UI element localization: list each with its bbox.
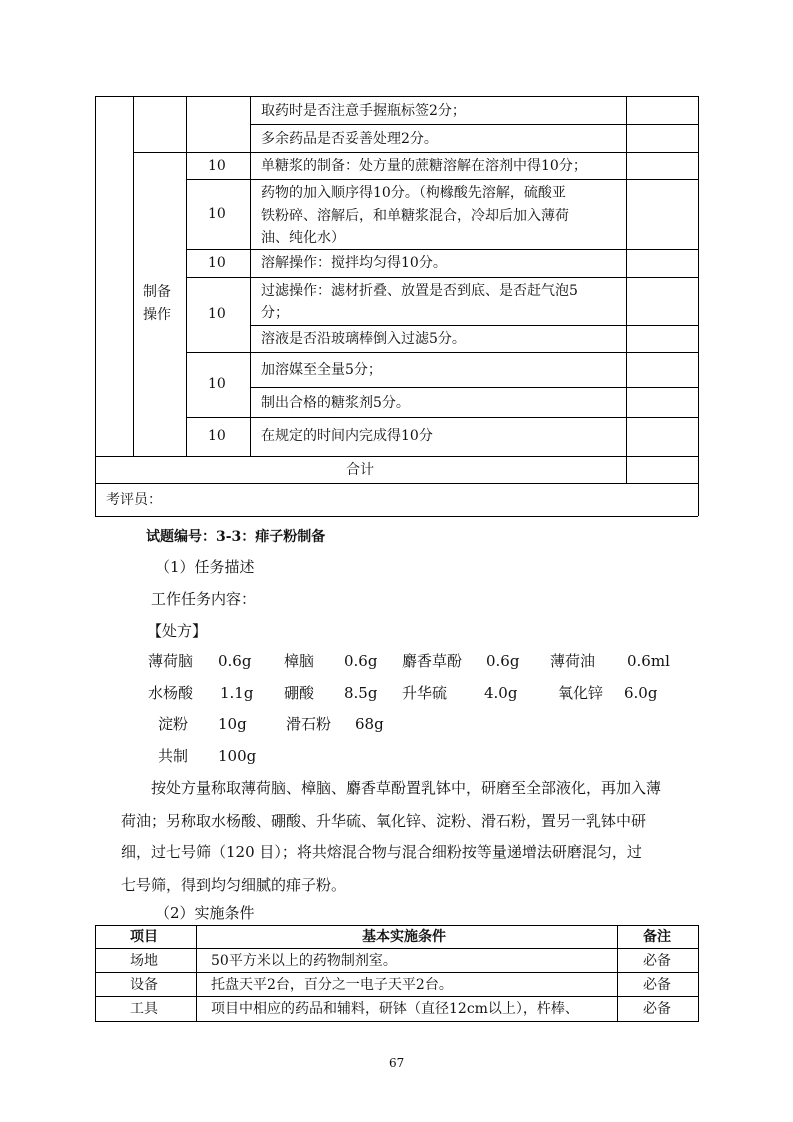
examiner-label: 考评员： <box>106 492 162 508</box>
task-desc-heading: （1）任务描述 <box>155 558 255 576</box>
criterion-text: 分； <box>261 305 289 321</box>
table-cell: 必备 <box>643 1001 671 1017</box>
criterion-text: 在规定的时间内完成得10分 <box>261 428 433 444</box>
criterion-text: 加溶媒至全量5分； <box>261 362 382 378</box>
table-cell: 托盘天平2台，百分之一电子天平2台。 <box>211 977 453 993</box>
ingredient-name: 薄荷油 <box>550 652 596 670</box>
criterion-text: 铁粉碎、溶解后，和单糖浆混合，冷却后加入薄荷 <box>261 208 569 224</box>
table-cell: 50平方米以上的药物制剂室。 <box>211 953 397 969</box>
ingredient-amount: 68g <box>355 715 384 733</box>
table-cell: 工具 <box>130 1001 158 1017</box>
table-cell: 必备 <box>643 953 671 969</box>
score-value: 10 <box>208 206 226 222</box>
criterion-text: 药物的加入顺序得10分。（枸橼酸先溶解，硫酸亚 <box>261 185 566 201</box>
criterion-text: 制出合格的糖浆剂5分。 <box>261 395 410 411</box>
procedure-line: 七号筛，得到均匀细腻的痱子粉。 <box>121 876 347 894</box>
criterion-text: 溶液是否沿玻璃棒倒入过滤5分。 <box>261 331 466 347</box>
criterion-text: 单糖浆的制备：处方量的蔗糖溶解在溶剂中得10分； <box>261 158 587 174</box>
table-cell: 场地 <box>130 953 158 969</box>
score-value: 10 <box>208 158 226 174</box>
score-value: 10 <box>208 428 226 444</box>
section-heading: 试题编号：3-3：痱子粉制备 <box>146 529 326 545</box>
ingredient-amount: 10g <box>218 715 247 733</box>
ingredient-amount: 8.5g <box>344 684 378 702</box>
ingredient-amount: 100g <box>218 747 257 765</box>
total-label: 合计 <box>346 462 374 478</box>
table-cell: 设备 <box>130 977 158 993</box>
ingredient-name: 薄荷脑 <box>148 652 194 670</box>
criterion-text: 取药时是否注意手握瓶标签2分； <box>261 103 466 119</box>
table-header: 备注 <box>643 929 671 945</box>
ingredient-amount: 0.6g <box>486 652 520 670</box>
procedure-line: 荷油；另称取水杨酸、硼酸、升华硫、氧化锌、淀粉、滑石粉，置另一乳钵中研 <box>121 812 647 830</box>
prescription-label: 【处方】 <box>147 622 208 640</box>
ingredient-name: 氧化锌 <box>558 684 604 702</box>
ingredient-amount: 1.1g <box>220 684 254 702</box>
criterion-text: 多余药品是否妥善处理2分。 <box>261 131 438 147</box>
ingredient-name: 淀粉 <box>158 715 189 733</box>
work-content-label: 工作任务内容： <box>151 590 257 608</box>
ingredient-name: 滑石粉 <box>286 715 332 733</box>
table-header: 基本实施条件 <box>362 929 446 945</box>
criterion-text: 油、纯化水） <box>261 230 345 246</box>
ingredient-name: 共制 <box>158 747 189 765</box>
procedure-line: 细，过七号筛（120 目）；将共熔混合物与混合细粉按等量递增法研磨混匀，过 <box>121 843 642 861</box>
ingredient-name: 麝香草酚 <box>402 652 463 670</box>
table-cell: 项目中相应的药品和辅料，研钵（直径12cm以上），杵棒、 <box>211 1001 579 1017</box>
conditions-heading: （2）实施条件 <box>155 904 255 922</box>
ingredient-name: 水杨酸 <box>148 684 194 702</box>
procedure-line: 按处方量称取薄荷脑、樟脑、麝香草酚置乳钵中，研磨至全部液化，再加入薄 <box>151 779 662 797</box>
score-value: 10 <box>208 306 226 322</box>
score-value: 10 <box>208 376 226 392</box>
ingredient-name: 升华硫 <box>402 684 448 702</box>
score-value: 10 <box>208 255 226 271</box>
table-header: 项目 <box>130 929 158 945</box>
ingredient-amount: 6.0g <box>624 684 658 702</box>
criterion-text: 过滤操作：滤材折叠、放置是否到底、是否赶气泡5 <box>261 283 578 299</box>
ingredient-amount: 0.6g <box>218 652 252 670</box>
ingredient-amount: 0.6g <box>344 652 378 670</box>
ingredient-name: 硼酸 <box>284 684 315 702</box>
page-number: 67 <box>389 1056 405 1070</box>
table-cell: 必备 <box>643 977 671 993</box>
ingredient-name: 樟脑 <box>284 652 315 670</box>
criterion-text: 溶解操作：搅拌均匀得10分。 <box>261 255 447 271</box>
category-label: 制备 <box>143 284 171 300</box>
ingredient-amount: 4.0g <box>484 684 518 702</box>
ingredient-amount: 0.6ml <box>627 652 670 670</box>
category-label: 操作 <box>143 307 171 323</box>
